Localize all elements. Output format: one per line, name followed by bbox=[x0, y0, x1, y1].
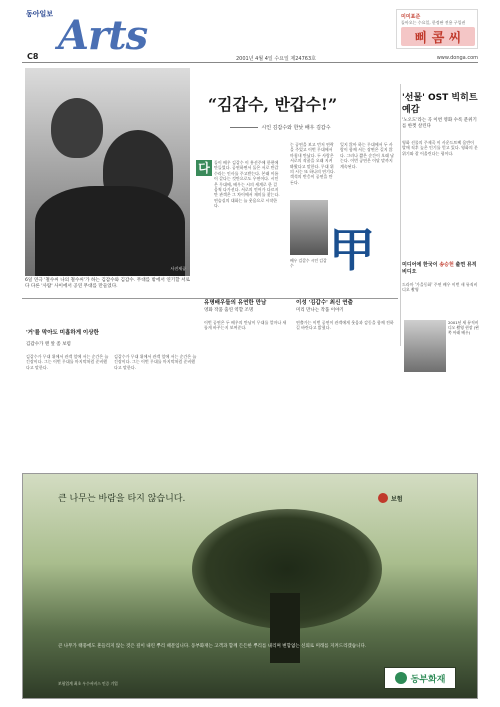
insurance-advertisement bbox=[22, 473, 478, 699]
inset-caption: 배우 김갑수 시인 김갑수 bbox=[290, 258, 327, 268]
sidebar-photo bbox=[404, 320, 446, 372]
bottom-mid-column: 이번 공연은 두 배우의 만남이 무대를 얼마나 새롭게 바꾸는지 보여준다. bbox=[204, 320, 287, 331]
ad-brand-name: 동부화재 bbox=[410, 674, 446, 685]
bottom-mid-subhead: 영화 작품 출연 역할 조명 bbox=[204, 308, 254, 313]
sidebar-title: '선물' OST 빅히트 예감 bbox=[402, 93, 478, 115]
page-number: C8 bbox=[27, 52, 39, 61]
bottom-left-subhead: 김갑수가 맨 앞 좀 보렴 bbox=[26, 342, 71, 347]
section-logo: Arts bbox=[58, 12, 148, 59]
bottom-left-headline: '거'를 막아도 미흡하게 이상한 bbox=[26, 330, 99, 336]
feature-headline: “김갑수, 반갑수!” bbox=[207, 95, 338, 114]
promo-banner: 삐 콤 씨 bbox=[401, 27, 475, 46]
sidebar-item2-title-post: 출연 뮤직비디오 bbox=[402, 262, 477, 275]
promo-subtitle: 돌아오는 수요일, 한정판 전용 구입권 bbox=[401, 20, 466, 25]
sidebar-subtitle: '노오도'라는 곡 이번 영화 수록 분위기를 한껏 살린다 bbox=[402, 118, 477, 129]
feature-subline: 시인 김갑수와 한낮 배우 김갑수 bbox=[261, 125, 331, 131]
feature-column-3: 잊지 않아 하는 무대에서 두 사람이 함께 서는 장면은 길지 않다. 그러나 짧은 순간이 오래 남는다. 이번 공연은 이달 말까지 계속된다. bbox=[340, 142, 394, 169]
bottom-left-column-a: 김갑수가 무대 위에서 관객 앞에 서는 순간은 늘 긴장이다. 그는 이번 무대를 마지막처럼 준비했다고 말한다. bbox=[26, 354, 109, 370]
bottom-mid-headline: 유명배우들의 유연한 만남 bbox=[204, 300, 267, 306]
ad-fine-print: 보험업계 최초 우수서비스 인증 기업 bbox=[58, 681, 118, 686]
promo-tag: 미미표준 bbox=[401, 14, 421, 20]
sidebar-item2-sub: 드라마 '가을동화' 주연 배우 이번 새 뮤직비디오 촬영 bbox=[402, 282, 478, 293]
dropcap: 다 bbox=[196, 160, 212, 176]
promo-box bbox=[396, 9, 478, 49]
ad-badge-text: 보험 bbox=[391, 495, 403, 503]
masthead bbox=[22, 8, 478, 68]
newspaper-name: 동아일보 bbox=[26, 10, 54, 18]
bottom-right-column: 연출가는 이번 공연이 관객에게 웃음과 감동을 함께 전하길 바란다고 밝혔다. bbox=[296, 320, 394, 331]
issue-date: 2001년 4월 4일 수요일 제24763호 bbox=[236, 56, 316, 62]
sidebar-column: 영화 선물의 주제곡 이 사운드트랙 음반이 발매 직후 높은 인기를 얻고 있다. 영화의 분위기와 잘 어울린다는 평이다. bbox=[402, 140, 478, 156]
sidebar-item2-title bbox=[402, 262, 480, 276]
ad-frame bbox=[22, 473, 478, 699]
photo-person-left bbox=[51, 98, 103, 158]
bottom-row-rule bbox=[22, 298, 398, 299]
bottom-left-column-b: 김갑수가 무대 위에서 관객 앞에 서는 순간은 늘 긴장이다. 그는 이번 무대를 마지막처럼 준비했다고 말한다. bbox=[114, 354, 197, 370]
sidebar-item2-title-pre: 미디어에 한국이 bbox=[402, 262, 440, 268]
photo-bodies bbox=[35, 186, 185, 276]
feature-column-2: 는 공연을 보고 먼저 연락을 주었고 이번 무대에서 마침내 만났다. 두 사람은 서로의 작품을 오래 지켜봐왔다고 말한다. 무대 위의 시는 또 하나의 연기다. 객석의 반응이 공연을 만든다. bbox=[290, 142, 335, 185]
bottom-right-subhead: 미리 만나는 작품 이야기 bbox=[296, 308, 344, 313]
photo-caption: 6일 연극 '철수씨 나의 철수씨'가 하는 김갑수와 김갑수. 무대를 밖에서 연기할 서로 다 다른 '사람' 사이에서 공연 무대를 만들었다. bbox=[25, 278, 190, 289]
inset-photo bbox=[290, 200, 328, 255]
sidebar-photo-caption: 2001년 새 뮤직비디오 촬영 현장 (왼쪽 아래 배우) bbox=[448, 320, 479, 335]
feature-column-1: 둘이 배우 김갑수 이 흥선주에 한편에 만들었다. 공연하면서 둘은 서로 반갑수라는 인사를 주고받는다. 본래 이름이 같다는 것만으로도 우연이다. 시인은 무대에, 배우는 시의 세계로 한 걸음씩 다가선다. 서로의 언어가 다르지만 관객은 그 차이에서 재미를 찾는다. 연습실의 대화는 늘 웃음으로 시작한다. bbox=[214, 160, 280, 209]
sidebar-item2-title-highlight: 송승헌 bbox=[439, 262, 454, 268]
website-url: www.donga.com bbox=[436, 55, 478, 61]
sidebar-divider bbox=[400, 84, 401, 346]
masthead-rule bbox=[22, 62, 478, 63]
ad-headline: 큰 나무는 바람을 타지 않습니다. bbox=[58, 494, 186, 504]
ad-copy: 큰 나무가 태풍에도 흔들리지 않는 것은 깊이 내린 뿌리 때문입니다. 동부화재는 고객과 함께 든든한 뿌리를 내리며 변함없는 신뢰로 미래를 지켜드리겠습니다. bbox=[58, 644, 367, 649]
big-hanja-character: 甲 bbox=[329, 223, 375, 277]
photo-credit: 사진제공 bbox=[170, 266, 186, 271]
bottom-right-headline: 이성 '김갑수' 최신 연출 bbox=[296, 300, 353, 306]
